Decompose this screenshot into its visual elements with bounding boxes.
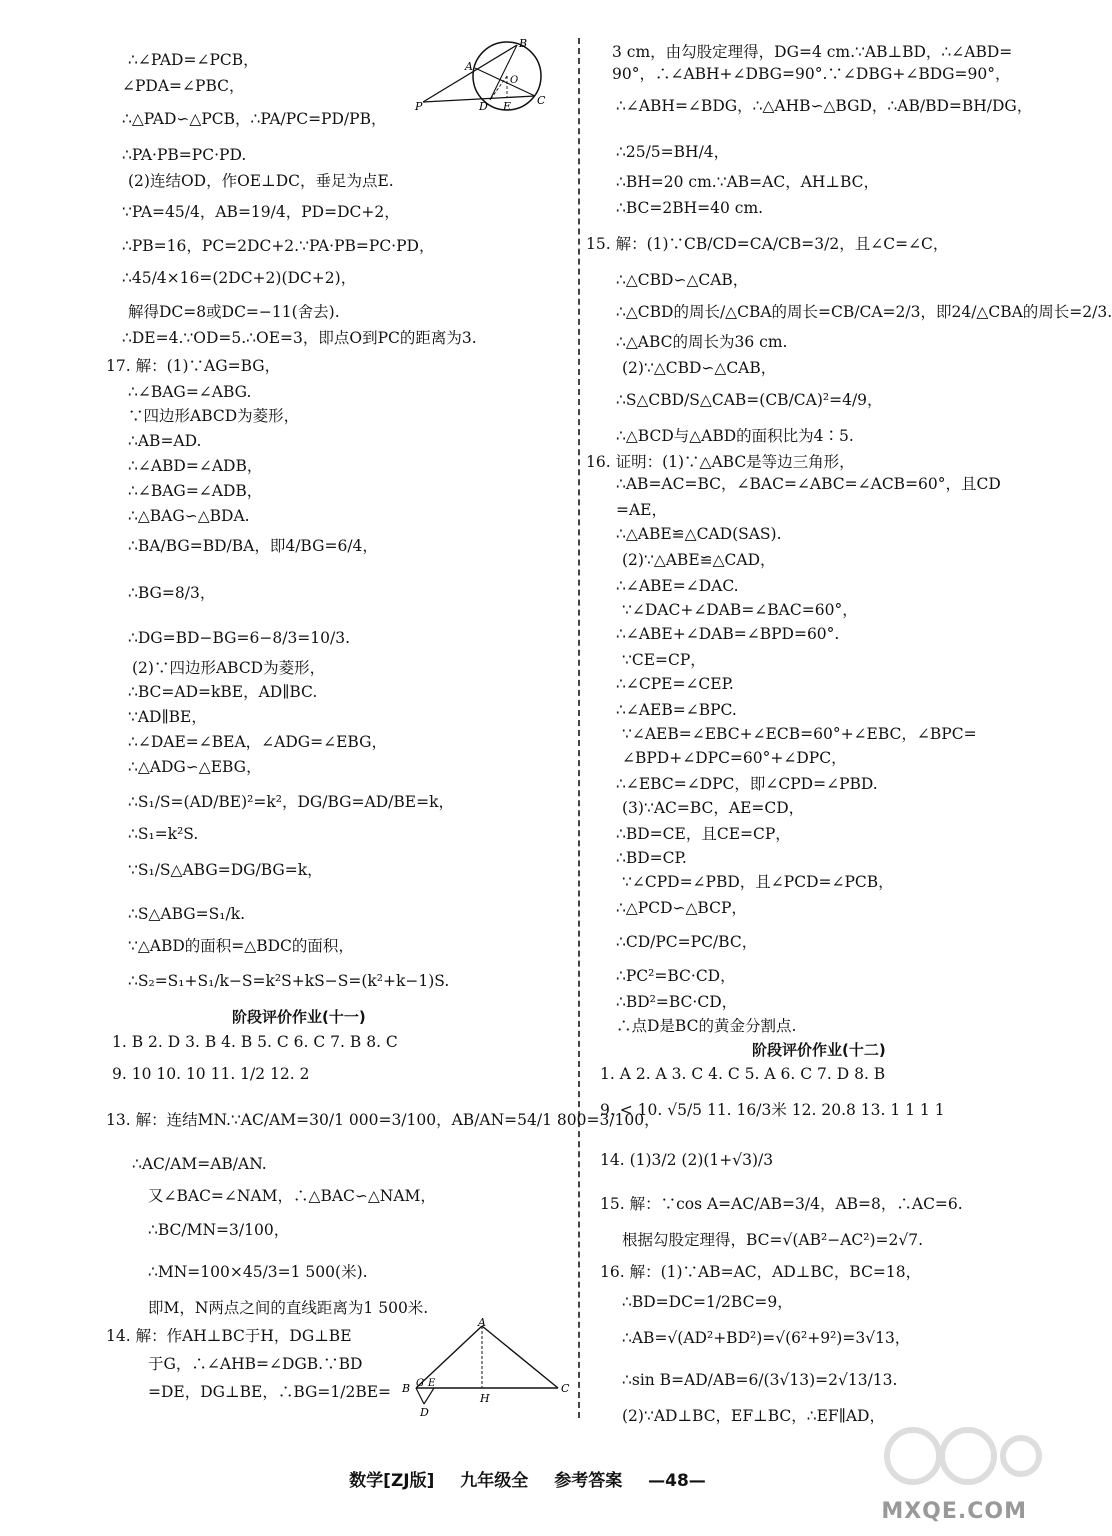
text-line: ∴45/4×16=(2DC+2)(DC+2)， [122,269,357,287]
text-line: 9. < 10. √5/5 11. 16/3米 12. 20.8 13. 1 1 1 1 [600,1101,945,1119]
text-line: 3 cm，由勾股定理得，DG=4 cm.∵AB⊥BD，∴∠ABD= [612,43,1013,61]
text-line: ∵S₁/S△ABG=DG/BG=k， [128,861,323,879]
text-line: 15. 解：(1)∵CB/CD=CA/CB=3/2，且∠C=∠C， [586,235,949,253]
text-line: (2)∵△CBD∽△CAB， [622,359,777,377]
label-g: G [416,1378,424,1389]
text-line: ∴△ADG∽△EBG， [128,758,262,776]
text-line: ∴S₁=k²S. [128,825,199,843]
text-line: ∴∠ABE+∠DAB=∠BPD=60°. [616,625,840,643]
text-line: 14. (1)3/2 (2)(1+√3)/3 [600,1151,774,1169]
text-line: ∴点D是BC的黄金分割点. [616,1017,797,1035]
text-line: ∴S₂=S₁+S₁/k−S=k²S+kS−S=(k²+k−1)S. [128,972,450,990]
text-line: ∴BH=20 cm.∵AB=AC，AH⊥BC， [616,173,880,191]
text-line: ∴S△CBD/S△CAB=(CB/CA)²=4/9， [616,391,883,409]
line-ac [475,68,535,96]
page-number: —48— [648,1471,706,1491]
text-line: ∴△PCD∽△BCP， [616,899,747,917]
text-line: (2)∵△ABE≌△CAD， [622,551,776,569]
text-line: ∴∠PAD=∠PCB， [128,51,259,69]
text-line: 1. B 2. D 3. B 4. B 5. C 6. C 7. B 8. C [112,1033,398,1051]
text-line: ∴△ABE≌△CAD(SAS). [616,525,782,543]
text-line: ∵△ABD的面积=△BDC的面积， [128,937,354,955]
text-line: ∵AD∥BE， [128,708,207,726]
text-line: ∴△BCD与△ABD的面积比为4∶5. [616,427,854,445]
text-line: ∴BD²=BC·CD， [616,993,738,1011]
watermark-ring [942,1430,994,1482]
text-line: ∴∠ABD=∠ADB， [128,457,263,475]
text-line: (2)∵AD⊥BC，EF⊥BC，∴EF∥AD， [622,1407,885,1425]
text-line: ∴△ABC的周长为36 cm. [616,333,788,351]
text-line: ∴BC=2BH=40 cm. [616,199,764,217]
label-p: P [415,100,423,113]
label-a: A [465,60,473,73]
footer-section: 参考答案 [554,1471,623,1491]
text-line: 16. 解：(1)∵AB=AC，AD⊥BC，BC=18， [600,1263,922,1281]
watermark-ring [887,1430,939,1482]
text-line: ∴∠AEB=∠BPC. [616,701,737,719]
text-line: ∴△CBD的周长/△CBA的周长=CB/CA=2/3，即24/△CBA的周长=2/3. [616,303,1112,321]
text-line: ∴S△ABG=S₁/k. [128,905,246,923]
text-line: =DE，DG⊥BE，∴BG=1/2BE= [148,1383,392,1401]
label-c: C [537,94,546,107]
circle-geometry-figure [415,38,560,123]
footer-subject: 数学[ZJ版] [349,1471,435,1491]
text-line: ∴25/5=BH/4， [616,143,730,161]
text-line: ∴DG=BD−BG=6−8/3=10/3. [128,629,351,647]
watermark-text: MXQE.COM [881,1499,1027,1524]
text-line: ∵CE=CP， [622,651,706,669]
text-line: ∴PB=16，PC=2DC+2.∵PA·PB=PC·PD， [122,237,435,255]
text-line: ∴sin B=AD/AB=6/(3√13)=2√13/13. [622,1371,898,1389]
text-line: ∴∠ABE=∠DAC. [616,577,739,595]
text-line: ∴∠EBC=∠DPC，即∠CPD=∠PBD. [616,775,878,793]
text-line: 16. 证明：(1)∵△ABC是等边三角形， [586,453,855,471]
text-line: 于G，∴∠AHB=∠DGB.∵BD [148,1355,363,1373]
text-line: ∴∠CPE=∠CEP. [616,675,734,693]
text-line: ∵∠AEB=∠EBC+∠ECB=60°+∠EBC，∠BPC= [622,725,977,743]
text-line: 又∠BAC=∠NAM，∴△BAC∽△NAM， [148,1187,436,1205]
text-line: ∴∠DAE=∠BEA，∠ADG=∠EBG， [128,733,387,751]
footer-grade: 九年级全 [460,1471,529,1491]
text-line: ∴BC/MN=3/100， [148,1221,290,1239]
text-line: (3)∵AC=BC，AE=CD， [622,799,805,817]
text-line: ∠PDA=∠PBC， [122,77,245,95]
watermark-ring [1003,1438,1039,1474]
text-line: 15. 解：∵cos A=AC/AB=3/4，AB=8，∴AC=6. [600,1195,963,1213]
text-line: 即M，N两点之间的直线距离为1 500米. [148,1299,429,1317]
triangle-geometry-figure [398,1318,578,1418]
text-line: ∵PA=45/4，AB=19/4，PD=DC+2， [122,203,400,221]
text-line: ∴BD=CE，且CE=CP， [616,825,791,843]
text-line: ∴PC²=BC·CD， [616,967,736,985]
text-line: 90°，∴∠ABH+∠DBG=90°.∵∠DBG+∠BDG=90°， [612,65,1011,83]
text-line: ∴∠BAG=∠ADB， [128,482,263,500]
text-line: 根据勾股定理得，BC=√(AB²−AC²)=2√7. [622,1231,924,1249]
label-b: B [402,1382,411,1395]
text-line: =AE， [616,501,667,519]
text-line: ∵∠DAC+∠DAB=∠BAC=60°， [622,601,858,619]
section-heading: 阶段评价作业(十二) [752,1041,886,1059]
label-d: D [479,100,488,113]
text-line: 解得DC=8或DC=−11(舍去). [128,303,340,321]
text-line: ∴∠BAG=∠ABG. [128,383,252,401]
label-e: E [428,1378,436,1389]
text-line: 9. 10 10. 10 11. 1/2 12. 2 [112,1065,310,1083]
text-line: 1. A 2. A 3. C 4. C 5. A 6. C 7. D 8. B [600,1065,886,1083]
column-divider [578,38,580,1418]
line-ac [482,1326,558,1388]
text-line: ∴AB=√(AD²+BD²)=√(6²+9²)=3√13， [622,1329,911,1347]
text-line: ∴AC/AM=AB/AN. [132,1155,267,1173]
section-heading: 阶段评价作业(十一) [232,1008,366,1026]
text-line: ∴BD=CP. [616,849,687,867]
text-line: ∴BC=AD=kBE，AD∥BC. [128,683,318,701]
label-a: A [478,1316,486,1329]
text-line: ∴△CBD∽△CAB， [616,271,749,289]
text-line: ∴△PAD∽△PCB，∴PA/PC=PD/PB， [122,110,387,128]
text-line: ∵四边形ABCD为菱形， [128,407,300,425]
label-o: O [510,75,519,86]
text-line: ∴CD/PC=PC/BC， [616,933,758,951]
line-ab [416,1326,482,1388]
label-c: C [561,1382,570,1395]
text-line: (2)∵四边形ABCD为菱形， [132,659,326,677]
line-de [424,1388,434,1404]
text-line: ∴BA/BG=BD/BA，即4/BG=6/4， [128,537,378,555]
text-line: ∴DE=4.∵OD=5.∴OE=3，即点O到PC的距离为3. [122,329,477,347]
text-line: 13. 解：连结MN.∵AC/AM=30/1 000=3/100，AB/AN=54/1 800=3/100， [106,1111,660,1129]
text-line: ∵∠CPD=∠PBD，且∠PCD=∠PCB， [622,873,894,891]
text-line: 14. 解：作AH⊥BC于H，DG⊥BE [106,1327,352,1345]
label-e: E [503,100,512,113]
text-line: ∴BG=8/3， [128,584,216,602]
text-line: ∴AB=AD. [128,432,202,450]
text-line: (2)连结OD，作OE⊥DC，垂足为点E. [128,172,394,190]
line-bd [416,1388,424,1404]
text-line: 17. 解：(1)∵AG=BG， [106,357,281,375]
label-h: H [480,1392,490,1405]
label-d: D [420,1406,429,1419]
line-od [490,76,507,100]
text-line: ∴PA·PB=PC·PD. [122,146,247,164]
label-b: B [519,37,528,50]
text-line: ∴MN=100×45/3=1 500(米). [148,1263,368,1281]
text-line: ∠BPD+∠DPC=60°+∠DPC， [622,749,847,767]
text-line: ∴△BAG∽△BDA. [128,507,250,525]
text-line: ∴S₁/S=(AD/BE)²=k²，DG/BG=AD/BE=k， [128,793,454,811]
text-line: ∴AB=AC=BC，∠BAC=∠ABC=∠ACB=60°，且CD [616,475,1001,493]
text-line: ∴∠ABH=∠BDG，∴△AHB∽△BGD，∴AB/BD=BH/DG， [616,97,1033,115]
text-line: ∴BD=DC=1/2BC=9， [622,1293,793,1311]
